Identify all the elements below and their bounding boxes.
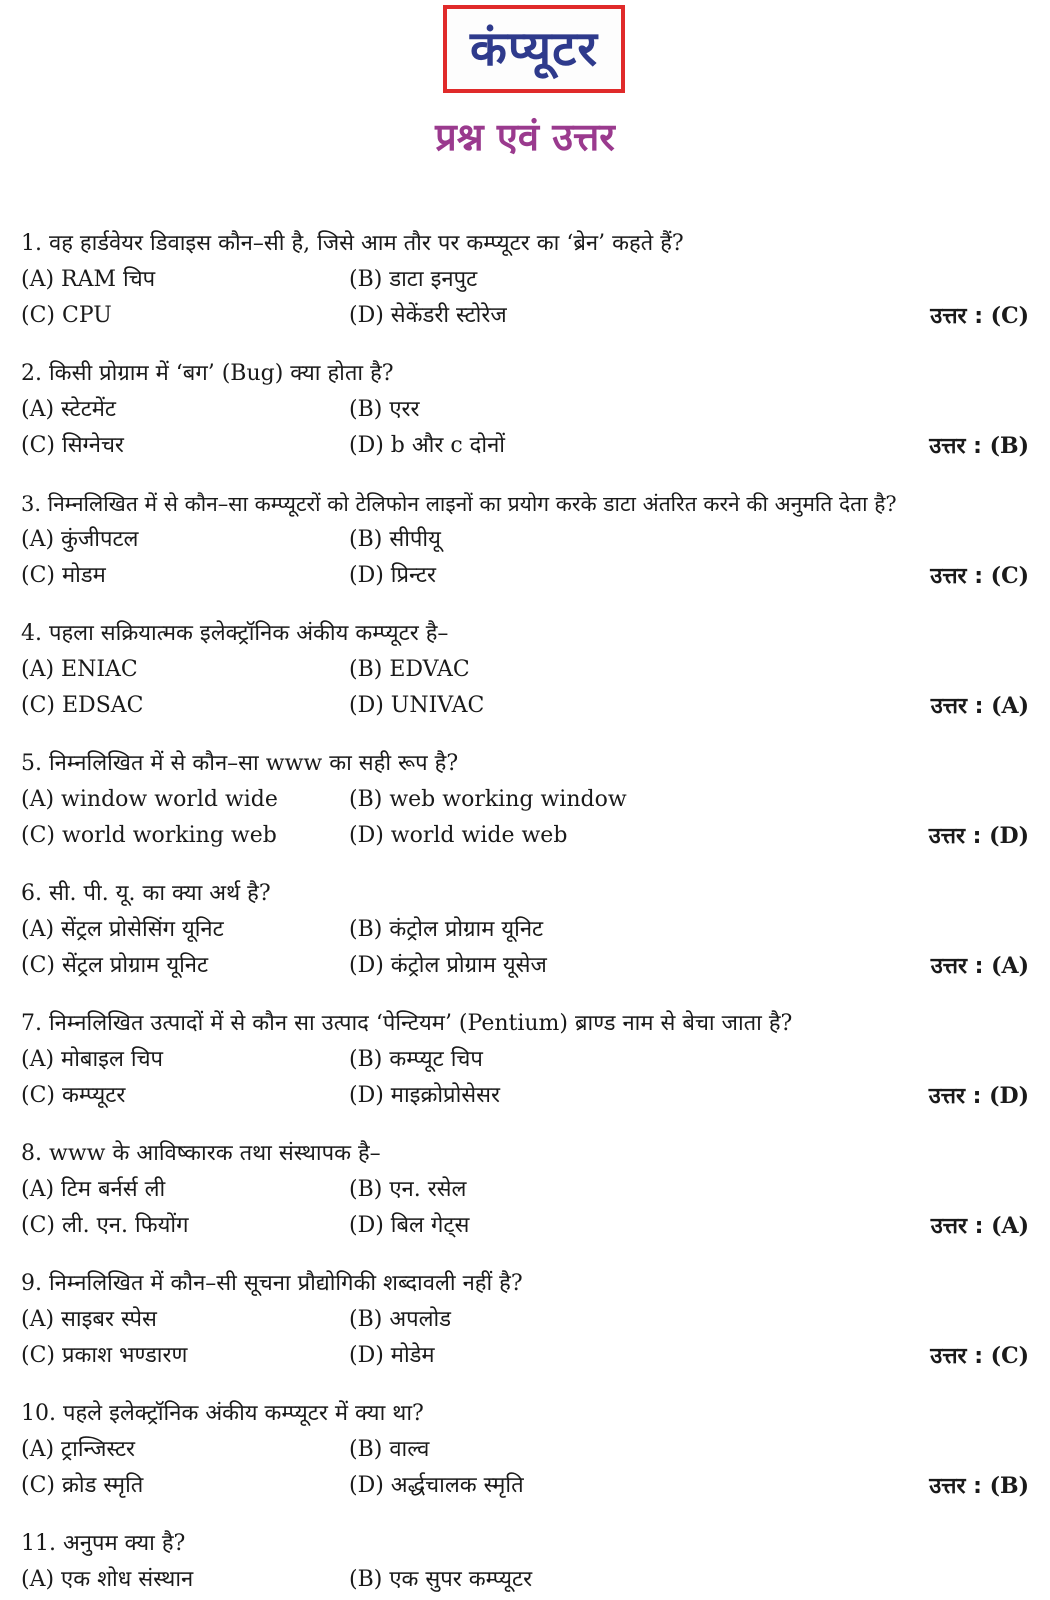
option-row [21, 652, 1029, 688]
option-row [21, 262, 1029, 298]
answer-label: उत्तर : [928, 824, 982, 849]
option-a: (A) टिम बर्नर्स ली [21, 1177, 166, 1202]
option-row [21, 1172, 1029, 1208]
question-item [21, 1006, 1029, 1136]
option-a: (A) ट्रान्जिस्टर [21, 1437, 136, 1462]
option-b: (B) web working window [349, 787, 627, 812]
option-a: (A) साइबर स्पेस [21, 1307, 157, 1332]
question-text: 6. सी. पी. यू. का क्या अर्थ है? [21, 881, 271, 906]
question-text: 3. निम्नलिखित में से कौन–सा कम्प्यूटरों को टेलिफोन लाइनों का प्रयोग करके डाटा अंतरित करने की अनुमति देता है? [21, 492, 897, 516]
answer-text [929, 1468, 1029, 1505]
option-d: (D) बिल गेट्स [349, 1213, 470, 1238]
option-c: (C) प्रकाश भण्डारण [21, 1343, 188, 1368]
answer-text [929, 818, 1029, 855]
option-d: (D) b और c दोनों [349, 433, 505, 458]
answer-text [929, 1078, 1029, 1115]
option-a: (A) सेंट्रल प्रोसेसिंग यूनिट [21, 917, 224, 942]
answer-value: (C) [990, 303, 1029, 329]
option-row [21, 1432, 1029, 1468]
question-item [21, 876, 1029, 1006]
question-item [21, 616, 1029, 746]
option-a: (A) मोबाइल चिप [21, 1047, 164, 1072]
answer-text [930, 298, 1029, 335]
answer-value: (C) [990, 1343, 1029, 1369]
option-b: (B) डाटा इनपुट [349, 267, 478, 292]
option-d: (D) world wide web [349, 823, 568, 848]
answer-label: उत्तर : [930, 1214, 984, 1239]
option-b: (B) एन. रसेल [349, 1177, 467, 1202]
answer-value: (A) [991, 953, 1029, 979]
option-b: (B) कंट्रोल प्रोग्राम यूनिट [349, 917, 544, 942]
option-c: (C) सिग्नेचर [21, 433, 124, 458]
option-row [21, 1078, 1029, 1114]
option-b: (B) कम्प्यूट चिप [349, 1047, 483, 1072]
question-text: 5. निम्नलिखित में से कौन–सा www का सही रूप है? [21, 751, 459, 776]
option-b: (B) एरर [349, 397, 420, 422]
option-row [21, 948, 1029, 984]
answer-label: उत्तर : [930, 1344, 983, 1369]
answer-text [931, 1208, 1029, 1245]
answer-label: उत्तर : [930, 954, 984, 979]
answer-text [929, 428, 1029, 465]
option-a: (A) एक शोध संस्थान [21, 1567, 194, 1592]
option-d: (D) माइक्रोप्रोसेसर [349, 1083, 501, 1108]
question-item [21, 1266, 1029, 1396]
question-list [21, 226, 1029, 1600]
answer-label: उत्तर : [930, 304, 983, 329]
answer-value: (D) [989, 1083, 1029, 1109]
option-row [21, 1468, 1029, 1504]
question-item [21, 1396, 1029, 1526]
question-item [21, 1526, 1029, 1600]
option-row [21, 1042, 1029, 1078]
option-d: (D) प्रिन्टर [349, 563, 437, 588]
question-item [21, 1136, 1029, 1266]
option-a: (A) स्टेटमेंट [21, 397, 117, 422]
answer-value: (B) [989, 433, 1029, 459]
title-box [443, 5, 625, 93]
option-d: (D) UNIVAC [349, 693, 485, 718]
question-text: 2. किसी प्रोग्राम में ‘बग’ (Bug) क्या होता है? [21, 361, 394, 386]
answer-label: उत्तर : [928, 1084, 982, 1109]
option-d: (D) कंट्रोल प्रोग्राम यूसेज [349, 953, 547, 978]
option-b: (B) EDVAC [349, 657, 470, 682]
question-item [21, 746, 1029, 876]
option-row [21, 1208, 1029, 1244]
option-row [21, 782, 1029, 818]
page-subtitle: प्रश्न एवं उत्तर [435, 115, 615, 159]
question-item [21, 356, 1029, 486]
option-row [21, 1302, 1029, 1338]
option-c: (C) मोडम [21, 563, 106, 588]
option-row [21, 392, 1029, 428]
question-item [21, 486, 1029, 616]
answer-text [931, 688, 1029, 725]
answer-value: (A) [991, 693, 1029, 719]
option-a: (A) window world wide [21, 787, 278, 812]
answer-value: (C) [990, 563, 1029, 589]
question-text: 10. पहले इलेक्ट्रॉनिक अंकीय कम्प्यूटर में क्या था? [21, 1401, 424, 1426]
option-c: (C) कम्प्यूटर [21, 1083, 126, 1108]
option-b: (B) अपलोड [349, 1307, 452, 1332]
answer-value: (B) [989, 1473, 1029, 1499]
option-row [21, 298, 1029, 334]
option-b: (B) एक सुपर कम्प्यूटर [349, 1567, 533, 1592]
question-text: 7. निम्नलिखित उत्पादों में से कौन सा उत्पाद ‘पेन्टियम’ (Pentium) ब्राण्ड नाम से बेचा जाता है? [21, 1011, 793, 1036]
option-a: (A) ENIAC [21, 657, 138, 682]
option-c: (C) EDSAC [21, 693, 144, 718]
option-d: (D) सेकेंडरी स्टोरेज [349, 303, 507, 328]
option-d: (D) अर्द्धचालक स्मृति [349, 1473, 524, 1498]
option-row [21, 522, 1029, 558]
option-b: (B) वाल्व [349, 1437, 430, 1462]
answer-text [930, 558, 1029, 595]
option-c: (C) सेंट्रल प्रोग्राम यूनिट [21, 953, 209, 978]
option-row [21, 818, 1029, 854]
option-row [21, 558, 1029, 594]
answer-text [931, 948, 1029, 985]
question-text: 8. www के आविष्कारक तथा संस्थापक है– [21, 1141, 381, 1166]
option-c: (C) CPU [21, 303, 112, 328]
option-d: (D) मोडेम [349, 1343, 435, 1368]
question-item [21, 226, 1029, 356]
option-b: (B) सीपीयू [349, 527, 441, 552]
question-text: 9. निम्नलिखित में कौन–सी सूचना प्रौद्योगिकी शब्दावली नहीं है? [21, 1271, 523, 1296]
answer-label: उत्तर : [930, 564, 983, 589]
option-c: (C) ली. एन. फियोंग [21, 1213, 189, 1238]
answer-text [930, 1338, 1029, 1375]
option-row [21, 912, 1029, 948]
option-a: (A) RAM चिप [21, 267, 156, 292]
option-a: (A) कुंजीपटल [21, 527, 139, 552]
answer-label: उत्तर : [929, 434, 982, 459]
question-text: 4. पहला सक्रियात्मक इलेक्ट्रॉनिक अंकीय कम्प्यूटर है– [21, 621, 449, 646]
option-c: (C) क्रोड स्मृति [21, 1473, 144, 1498]
option-row [21, 688, 1029, 724]
option-row [21, 1338, 1029, 1374]
question-text: 11. अनुपम क्या है? [21, 1531, 186, 1556]
question-text: 1. वह हार्डवेयर डिवाइस कौन–सी है, जिसे आम तौर पर कम्प्यूटर का ‘ब्रेन’ कहते हैं? [21, 231, 684, 256]
answer-label: उत्तर : [929, 1474, 982, 1499]
option-c: (C) world working web [21, 823, 277, 848]
answer-value: (D) [989, 823, 1029, 849]
page-title: कंप्यूटर [470, 21, 598, 77]
answer-value: (A) [991, 1213, 1029, 1239]
option-row [21, 428, 1029, 464]
option-row [21, 1562, 1029, 1598]
answer-label: उत्तर : [930, 694, 984, 719]
